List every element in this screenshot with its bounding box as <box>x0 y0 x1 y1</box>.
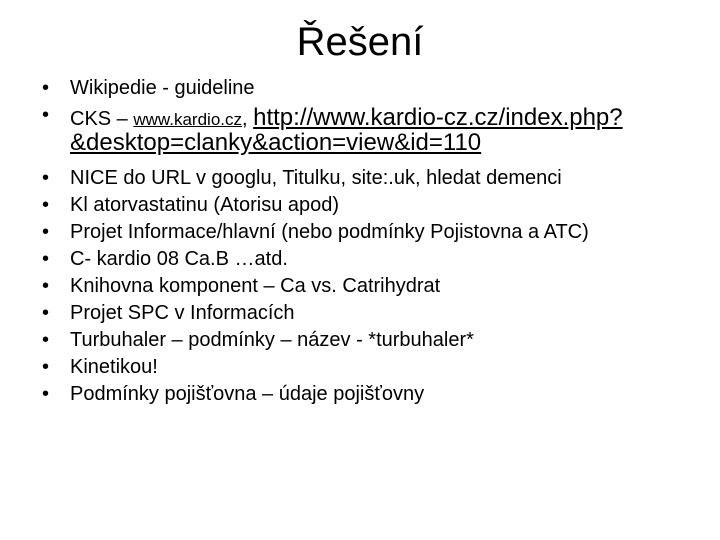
kardio-long-link[interactable]: http://www.kardio-cz.cz/index.php?&desktop=clanky&action=view&id=110 <box>70 104 623 156</box>
bullet-item <box>42 357 692 378</box>
bullet-item <box>42 78 692 99</box>
bullet-text: Kl atorvastatinu (Atorisu apod) <box>70 194 340 216</box>
bullet-item-cks <box>42 105 692 155</box>
bullet-item <box>42 276 692 297</box>
bullet-text: C- kardio 08 Ca.B …atd. <box>70 248 288 270</box>
bullet-prefix: CKS – <box>70 108 134 130</box>
bullet-text: Podmínky pojišťovna – údaje pojišťovny <box>70 383 425 405</box>
bullet-text: Knihovna komponent – Ca vs. Catrihydrat <box>70 275 441 297</box>
bullet-list <box>42 78 692 411</box>
bullet-item <box>42 384 692 405</box>
bullet-item <box>42 249 692 270</box>
bullet-item <box>42 195 692 216</box>
bullet-item <box>42 222 692 243</box>
bullet-text: Projet Informace/hlavní (nebo podmínky Pojistovna a ATC) <box>70 221 589 243</box>
bullet-text: Wikipedie - guideline <box>70 77 255 99</box>
kardio-short-link[interactable]: www.kardio.cz <box>133 110 242 129</box>
bullet-text: Turbuhaler – podmínky – název - *turbuhaler* <box>70 329 474 351</box>
slide-title: Řešení <box>296 20 424 64</box>
bullet-item <box>42 330 692 351</box>
bullet-text: Projet SPC v Informacích <box>70 302 295 324</box>
bullet-text: NICE do URL v googlu, Titulku, site:.uk, hledat demenci <box>70 167 562 189</box>
bullet-text: Kinetikou! <box>70 356 158 378</box>
link-separator: , <box>242 108 254 130</box>
bullet-item <box>42 168 692 189</box>
bullet-item <box>42 303 692 324</box>
